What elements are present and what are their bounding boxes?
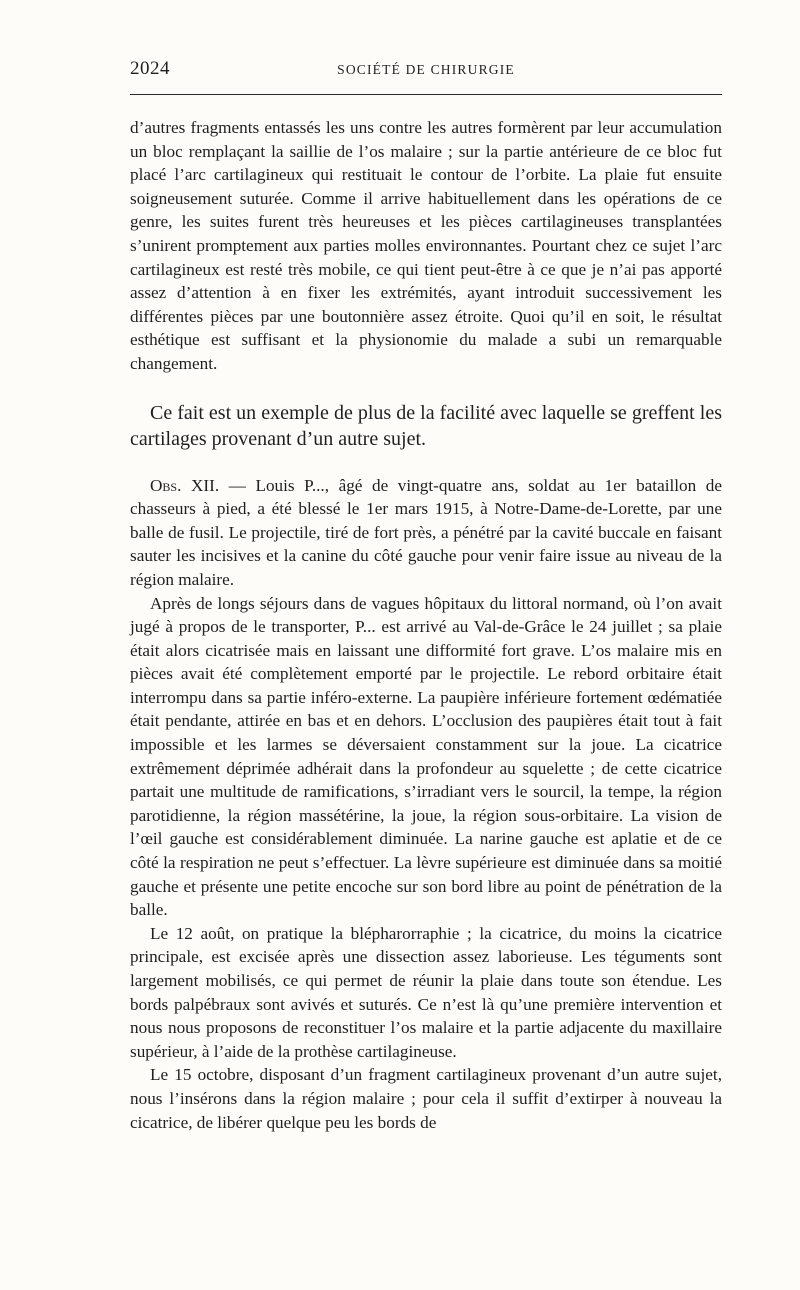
paragraph-second-operation: Le 15 octobre, disposant d’un fragment cartilagineux provenant d’un autre sujet, nous l’insérons dans la région malaire ; pour cela il suffit d’extirper à nouveau la cicatrice, de libérer quelque peu les bords de xyxy=(130,1065,722,1132)
body-text xyxy=(130,116,722,1134)
page-header xyxy=(130,58,722,95)
observation-text: — Louis P..., âgé de vingt-quatre ans, soldat au 1er bataillon de chasseurs à pied, a été blessé le 1er mars 1915, à Notre-Dame-de-Lorette, par une balle de fusil. Le projectile, tiré de fort près, a pénétré par la cavité buccale en faisant sauter les incisives et la canine du côté gauche pour venir faire issue au niveau de la région malaire. xyxy=(130,475,723,589)
paragraph-continuation: d’autres fragments entassés les uns contre les autres formèrent par leur accumulation un bloc remplaçant la saillie de l’os malaire ; sur la partie antérieure de ce bloc fut placé l’arc cartilagineux qui restituait le contour de l’orbite. La plaie fut ensuite soigneusement suturée. Comme il arrive habituellement dans les opérations de ce genre, les suites furent très heureuses et les pièces cartilagineuses transplantées s’unirent promptement aux parties molles environnantes. Pourtant chez ce sujet l’arc cartilagineux est resté très mobile, ce qui tient peut-être à ce que je n’ai pas apporté assez d’attention à en fixer les extrémités, ayant introduit successivement les différentes pièces par une boutonnière assez étroite. Quoi qu’il en soit, le résultat esthétique est suffisant et la physionomie du malade a subi un remarquable changement. xyxy=(130,118,722,373)
observation-label: Obs. XII. xyxy=(150,475,220,495)
paragraph-first-operation: Le 12 août, on pratique la blépharorraphie ; la cicatrice, du moins la cicatrice principale, est excisée après une dissection assez laborieuse. Les téguments sont largement mobilisés, ce qui permet de réunir la plaie dans toute son étendue. Les bords palpébraux sont avivés et suturés. Ce n’est là qu’une première intervention et nous nous proposons de reconstituer l’os malaire et la partie adjacente du maxillaire supérieur, à l’aide de la prothèse cartilagineuse. xyxy=(130,923,722,1061)
paragraph-conclusion: Ce fait est un exemple de plus de la facilité avec laquelle se greffent les cartilages provenant d’un autre sujet. xyxy=(130,401,722,450)
paragraph-history: Après de longs séjours dans de vagues hôpitaux du littoral normand, où l’on avait jugé à propos de le transporter, P... est arrivé au Val-de-Grâce le 24 juillet ; sa plaie était alors cicatrisée mais en laissant une difformité fort grave. L’os malaire mis en pièces avait été complètement emporté par le projectile. Le rebord orbitaire était interrompu dans sa partie inféro-externe. La paupière inférieure fortement œdématiée était pendante, attirée en bas et en dehors. L’occlusion des paupières était tout à fait impossible et les larmes se déversaient constamment sur la joue. La cicatrice extrêmement déprimée adhérait dans la profondeur au squelette ; de cette cicatrice partait une multitude de ramifications, s’irradiant vers le sourcil, la tempe, la région parotidienne, la région massétérine, la joue, la région sous-orbitaire. La vision de l’œil gauche est considérablement diminuée. La narine gauche est aplatie et de ce côté la respiration ne peut s’effectuer. La lèvre supérieure est diminuée dans sa moitié gauche et présente une petite encoche sur son bord libre au point de pénétration de la balle. xyxy=(130,593,722,920)
running-head: SOCIÉTÉ DE CHIRURGIE xyxy=(337,62,515,77)
page-number: 2024 xyxy=(130,58,170,79)
document-page xyxy=(130,58,722,1134)
observation-paragraph xyxy=(130,474,722,592)
